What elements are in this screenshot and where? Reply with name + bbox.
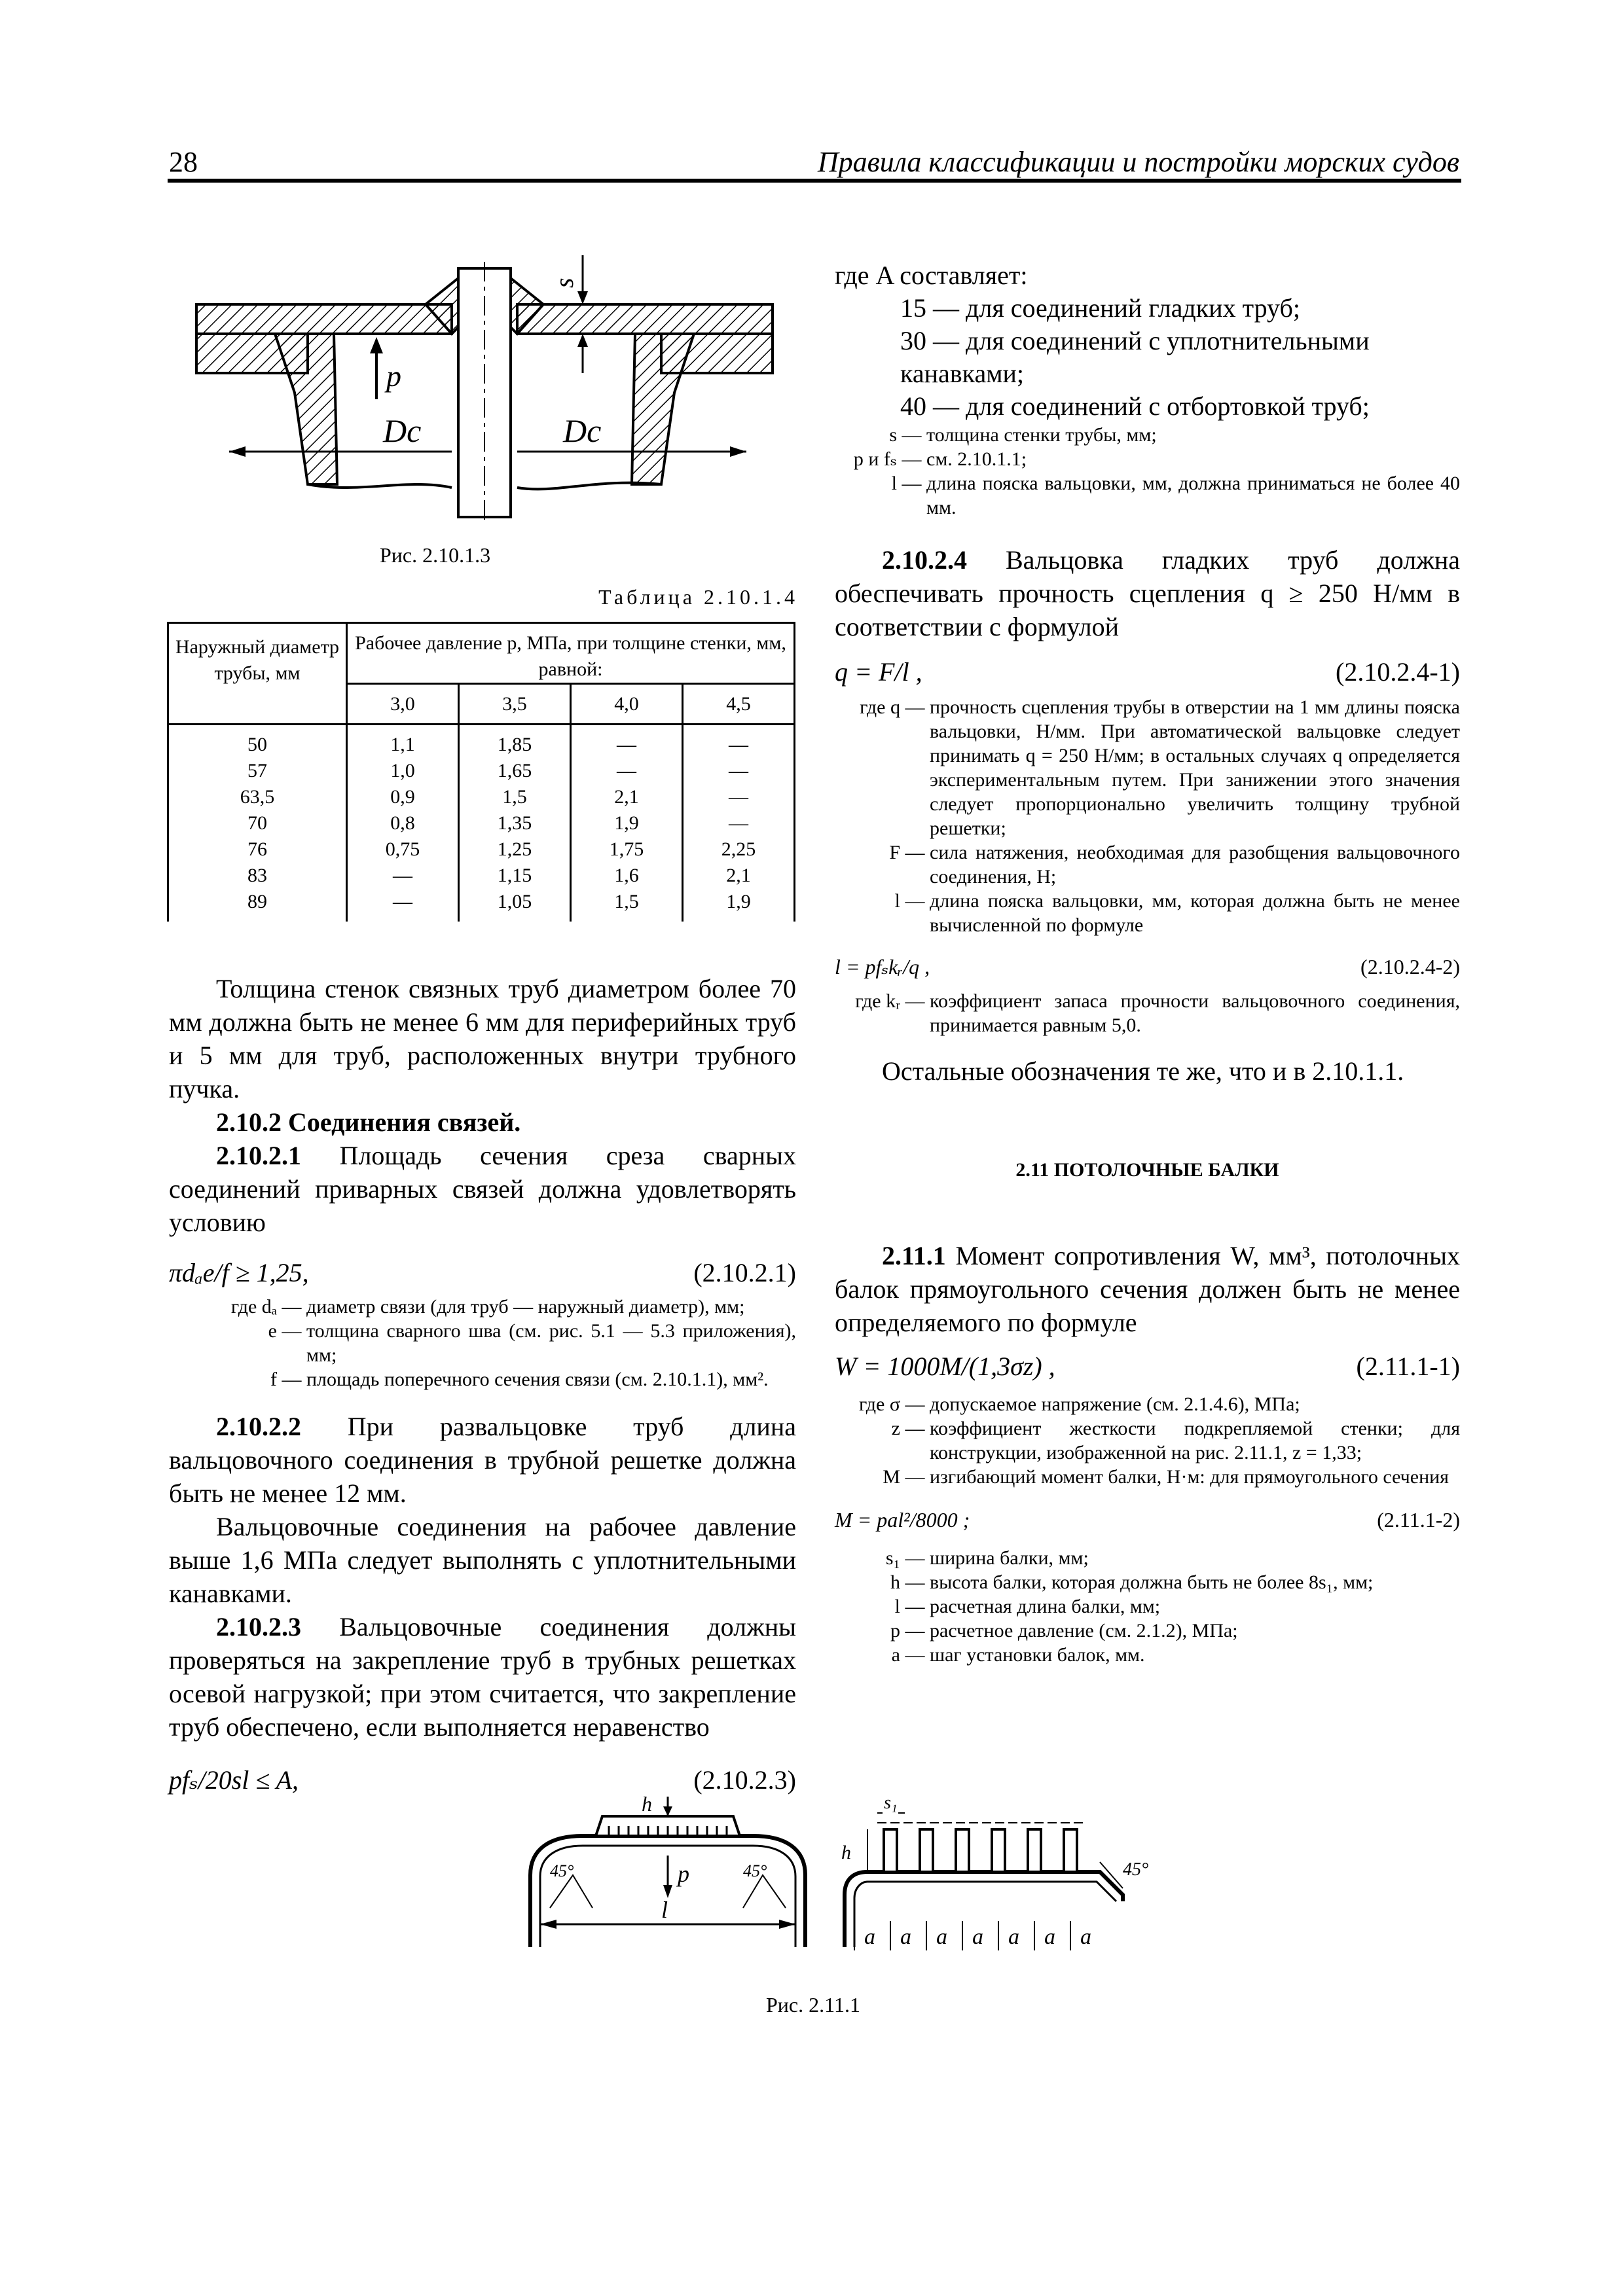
angle-label-mid: 45° bbox=[743, 1861, 767, 1880]
where-label: h — bbox=[890, 1571, 930, 1593]
table-header-thickness: 4,0 bbox=[570, 684, 682, 725]
where-label: p и fₛ — bbox=[853, 448, 926, 470]
a-value-item: 15 — для соединений гладких труб; bbox=[900, 293, 1300, 323]
table-cell: — bbox=[570, 725, 682, 759]
table-header-thickness: 3,5 bbox=[458, 684, 570, 725]
table-cell: — bbox=[570, 758, 682, 784]
table-cell: 2,25 bbox=[682, 836, 794, 863]
where-label: p — bbox=[890, 1620, 930, 1641]
paragraph-2-10-2-4 bbox=[835, 543, 1460, 643]
label-s: s bbox=[549, 278, 579, 288]
where-text: площадь поперечного сечения связи (см. 2.10.1.1), мм². bbox=[306, 1369, 769, 1390]
a-label: a bbox=[972, 1925, 983, 1949]
table-cell: 70 bbox=[168, 810, 347, 836]
angle-label-right: 45° bbox=[1123, 1859, 1149, 1880]
label-dc-left: Dc bbox=[383, 412, 422, 449]
table-row bbox=[168, 836, 795, 863]
table-row bbox=[168, 889, 795, 922]
section-title-2-11: 2.11 ПОТОЛОЧНЫЕ БАЛКИ bbox=[1015, 1159, 1279, 1181]
where-label: где q — bbox=[860, 696, 930, 718]
clause-text: Момент сопротивления W, мм³, потолочных балок прямоугольного сечения должен быть не менее определяемого по формуле bbox=[835, 1241, 1460, 1337]
table-2-10-1-4 bbox=[167, 622, 795, 922]
formula-expr: W = 1000M/(1,3σz) , bbox=[835, 1352, 1055, 1381]
paragraph-valcovka: Вальцовочные соединения на рабочее давление выше 1,6 МПа следует выполнять с уплотнительными канавками. bbox=[169, 1512, 796, 1608]
where-text: см. 2.10.1.1; bbox=[926, 448, 1027, 470]
table-row bbox=[168, 784, 795, 810]
where-list-2-10-2-4-2 bbox=[835, 989, 1460, 1037]
where-text: толщина сварного шва (см. рис. 5.1 — 5.3 приложения), мм; bbox=[306, 1320, 796, 1366]
figure-caption-2-11-1: Рис. 2.11.1 bbox=[766, 1993, 860, 2017]
table-cell: 1,9 bbox=[570, 810, 682, 836]
formula-expr: M = pal²/8000 ; bbox=[835, 1508, 970, 1532]
table-cell: 1,5 bbox=[458, 784, 570, 810]
table-cell: 1,9 bbox=[682, 889, 794, 922]
left-column bbox=[169, 972, 796, 1797]
where-list-2-11-1-2 bbox=[835, 1546, 1460, 1667]
table-row bbox=[168, 810, 795, 836]
label-s1: s₁ bbox=[884, 1797, 898, 1813]
where-text: ширина балки, мм; bbox=[930, 1547, 1089, 1569]
table-cell: — bbox=[347, 863, 459, 889]
formula-number: (2.11.1-1) bbox=[1356, 1352, 1460, 1381]
where-text: коэффициент запаса прочности вальцовочного соединения, принимается равным 5,0. bbox=[930, 990, 1460, 1036]
formula-number: (2.11.1-2) bbox=[1377, 1508, 1460, 1532]
label-h2: h bbox=[841, 1842, 851, 1863]
where-text: изгибающий момент балки, Н·м: для прямоугольного сечения bbox=[930, 1466, 1449, 1488]
where-list-a bbox=[835, 423, 1460, 520]
table-header-thickness: 4,5 bbox=[682, 684, 794, 725]
table-cell: 1,1 bbox=[347, 725, 459, 759]
where-list-2-11-1-1 bbox=[835, 1392, 1460, 1489]
clause-number: 2.10.2.2 bbox=[216, 1412, 301, 1441]
table-cell: 0,8 bbox=[347, 810, 459, 836]
a-value-item: 30 — для соединений с уплотнительными канавками; bbox=[900, 326, 1370, 388]
formula-number: (2.10.2.4-1) bbox=[1336, 657, 1460, 687]
formula-2-11-1-2 bbox=[835, 1503, 1460, 1537]
formula-number: (2.10.2.3) bbox=[693, 1765, 796, 1795]
clause-number: 2.10.2.4 bbox=[882, 545, 967, 575]
paragraph-other-notation: Остальные обозначения те же, что и в 2.10.1.1. bbox=[882, 1056, 1404, 1086]
formula-number: (2.10.2.4-2) bbox=[1360, 955, 1460, 978]
where-text: допускаемое напряжение (см. 2.1.4.6), МПа; bbox=[930, 1393, 1300, 1415]
where-label: l — bbox=[891, 473, 926, 494]
a-values-list bbox=[835, 292, 1460, 423]
a-label: a bbox=[936, 1925, 947, 1949]
where-text: коэффициент жесткости подкрепляемой стенки; для конструкции, изображенной на рис. 2.11.1, z = 1,33; bbox=[930, 1418, 1460, 1463]
formula-expr: pfₛ/20sl ≤ A, bbox=[169, 1765, 299, 1795]
where-text: шаг установки балок, мм. bbox=[930, 1644, 1145, 1666]
label-p: p bbox=[386, 359, 401, 393]
label-p: p bbox=[678, 1861, 689, 1887]
table-row bbox=[168, 725, 795, 759]
table-cell: 0,9 bbox=[347, 784, 459, 810]
section-2-10-2: 2.10.2 Соединения связей. bbox=[216, 1107, 521, 1137]
label-dc-right: Dc bbox=[563, 412, 602, 449]
table-cell: 63,5 bbox=[168, 784, 347, 810]
formula-2-10-2-1 bbox=[169, 1256, 796, 1289]
paragraph-2-11-1 bbox=[835, 1239, 1460, 1339]
header-rule bbox=[168, 179, 1461, 183]
where-label: F — bbox=[889, 842, 930, 863]
clause-number: 2.10.2.3 bbox=[216, 1612, 301, 1641]
table-cell: 83 bbox=[168, 863, 347, 889]
where-text: сила натяжения, необходимая для разобщения вальцовочного соединения, Н; bbox=[930, 842, 1460, 888]
table-cell: — bbox=[682, 725, 794, 759]
table-header-thickness: 3,0 bbox=[347, 684, 459, 725]
figure-2-10-1-3 bbox=[190, 242, 779, 530]
formula-2-10-2-4-1 bbox=[835, 655, 1460, 689]
where-label: s₁ — bbox=[885, 1547, 930, 1569]
table-cell: — bbox=[347, 889, 459, 922]
where-text: диаметр связи (для труб — наружный диаметр), мм; bbox=[306, 1296, 745, 1318]
figure-caption-2-10-1-3: Рис. 2.10.1.3 bbox=[380, 543, 491, 567]
where-list-2-10-2-1 bbox=[169, 1295, 796, 1391]
formula-expr: q = F/l , bbox=[835, 657, 922, 687]
figure-2-11-1 bbox=[511, 1797, 1165, 1954]
where-text: расчетное давление (см. 2.1.2), МПа; bbox=[930, 1620, 1238, 1641]
table-cell: 1,5 bbox=[570, 889, 682, 922]
formula-expr: πdₐe/f ≥ 1,25, bbox=[169, 1258, 309, 1287]
table-cell: — bbox=[682, 758, 794, 784]
a-value-item: 40 — для соединений с отбортовкой труб; bbox=[900, 391, 1370, 421]
table-cell: 89 bbox=[168, 889, 347, 922]
a-label: a bbox=[1008, 1925, 1019, 1949]
running-title: Правила классификации и постройки морских судов bbox=[817, 146, 1459, 178]
table-cell: 1,0 bbox=[347, 758, 459, 784]
formula-expr: l = pfₛkᵣ/q , bbox=[835, 955, 930, 978]
a-label: a bbox=[864, 1925, 875, 1949]
where-label: s — bbox=[889, 424, 926, 446]
table-cell: 1,85 bbox=[458, 725, 570, 759]
a-label: a bbox=[900, 1925, 911, 1949]
table-cell: 1,15 bbox=[458, 863, 570, 889]
where-text: длина пояска вальцовки, мм, должна приниматься не более 40 мм. bbox=[926, 473, 1460, 518]
clause-text: Площадь сечения среза сварных соединений приварных связей должна удовлетворять условию bbox=[169, 1141, 796, 1237]
table-cell: — bbox=[682, 810, 794, 836]
where-label: f — bbox=[270, 1369, 306, 1390]
where-label: где σ — bbox=[858, 1393, 930, 1415]
a-label: a bbox=[1044, 1925, 1055, 1949]
angle-label-left: 45° bbox=[550, 1861, 574, 1880]
paragraph-2-10-2-3 bbox=[169, 1610, 796, 1744]
a-intro: где A составляет: bbox=[835, 260, 1028, 290]
formula-2-10-2-3 bbox=[169, 1763, 796, 1797]
table-cell: 2,1 bbox=[570, 784, 682, 810]
table-cell: 2,1 bbox=[682, 863, 794, 889]
paragraph-tube-thickness: Толщина стенок связных труб диаметром более 70 мм должна быть не менее 6 мм для периферийных труб и 5 мм для труб, расположенных внутри трубного пучка. bbox=[169, 974, 796, 1103]
formula-2-11-1-1 bbox=[835, 1350, 1460, 1383]
label-h: h bbox=[642, 1797, 652, 1816]
where-label: e — bbox=[268, 1320, 306, 1342]
where-label: a — bbox=[891, 1644, 930, 1666]
table-cell: 0,75 bbox=[347, 836, 459, 863]
where-label: M — bbox=[883, 1466, 930, 1488]
table-header-pressure: Рабочее давление p, МПа, при толщине стенки, мм, равной: bbox=[347, 623, 795, 684]
label-l: l bbox=[661, 1897, 668, 1923]
where-label: где kᵣ — bbox=[855, 990, 930, 1012]
table-cell: 1,35 bbox=[458, 810, 570, 836]
where-text: прочность сцепления трубы в отверстии на 1 мм длины пояска вальцовки, Н/мм. При автоматической вальцовке следует принимать q = 250 Н/мм; в остальных случаях q определяется экспериментальным путем. При занижении этого значения следует пропорционально увеличить толщину трубной решетки; bbox=[930, 696, 1460, 839]
table-cell: 1,05 bbox=[458, 889, 570, 922]
paragraph-2-10-2-2 bbox=[169, 1410, 796, 1510]
where-text: высота балки, которая должна быть не более 8s₁, мм; bbox=[930, 1571, 1374, 1593]
table-row bbox=[168, 863, 795, 889]
formula-number: (2.10.2.1) bbox=[693, 1258, 796, 1287]
clause-number: 2.11.1 bbox=[882, 1241, 946, 1270]
table-title: Таблица 2.10.1.4 bbox=[598, 585, 798, 609]
clause-number: 2.10.2.1 bbox=[216, 1141, 301, 1170]
where-text: расчетная длина балки, мм; bbox=[930, 1596, 1161, 1617]
page-number: 28 bbox=[169, 146, 198, 178]
table-cell: 1,65 bbox=[458, 758, 570, 784]
where-text: длина пояска вальцовки, мм, которая должна быть не менее вычисленной по формуле bbox=[930, 890, 1460, 936]
table-cell: — bbox=[682, 784, 794, 810]
where-text: толщина стенки трубы, мм; bbox=[926, 424, 1157, 446]
clause-text: Вальцовка гладких труб должна обеспечивать прочность сцепления q ≥ 250 Н/мм в соответствии с формулой bbox=[835, 545, 1460, 641]
right-column bbox=[835, 259, 1460, 1667]
clause-text: Вальцовочные соединения должны проверяться на закрепление труб в трубных решетках осевой нагрузкой; при этом считается, что закрепление труб обеспечено, если выполняется неравенство bbox=[169, 1612, 796, 1742]
table-cell: 1,25 bbox=[458, 836, 570, 863]
clause-text: При развальцовке труб длина вальцовочного соединения в трубной решетке должна быть не менее 12 мм. bbox=[169, 1412, 796, 1508]
where-list-2-10-2-4-1 bbox=[835, 695, 1460, 937]
where-label: где dₐ — bbox=[230, 1296, 306, 1318]
a-label: a bbox=[1080, 1925, 1091, 1949]
table-cell: 57 bbox=[168, 758, 347, 784]
where-label: z — bbox=[891, 1418, 930, 1439]
table-cell: 76 bbox=[168, 836, 347, 863]
table-cell: 50 bbox=[168, 725, 347, 759]
where-label: l — bbox=[894, 890, 930, 912]
table-row bbox=[168, 758, 795, 784]
paragraph-2-10-2-1 bbox=[169, 1139, 796, 1239]
table-header-diameter: Наружный диаметр трубы, мм bbox=[168, 623, 347, 725]
table-cell: 1,6 bbox=[570, 863, 682, 889]
formula-2-10-2-4-2 bbox=[835, 950, 1460, 984]
where-label: l — bbox=[894, 1596, 930, 1617]
table-cell: 1,75 bbox=[570, 836, 682, 863]
